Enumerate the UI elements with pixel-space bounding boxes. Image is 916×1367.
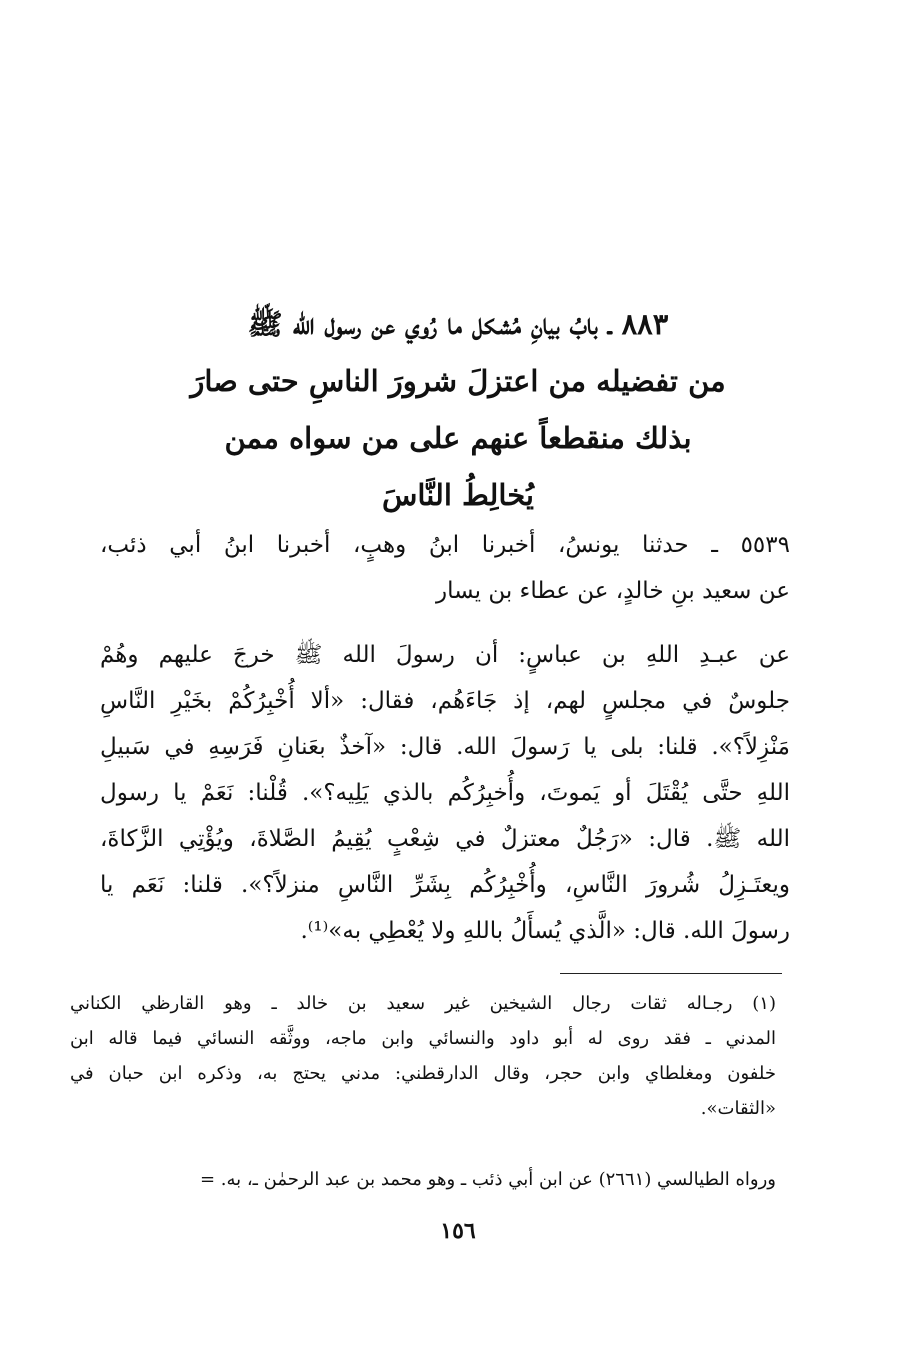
text-line: الله ﷺ. قال: «رَجُلٌ معتزلٌ في شِعْبٍ يُقِيمُ الصَّلاةَ، ويُؤْتِي الزَّكاةَ، — [100, 826, 790, 852]
footnote-separator — [560, 973, 782, 974]
footnote-line: (١) رجـاله ثقات رجال الشيخين غير سعيد بن خالد ـ وهو القارظي الكناني — [70, 993, 776, 1014]
page-number: ١٥٦ — [440, 1218, 476, 1244]
text-line: مَنْزِلاً؟». قلنا: بلى يا رَسولَ الله. قال: «آخذٌ بعَنانِ فَرَسِهِ في سَبيلِ — [100, 734, 790, 760]
footnote-line: المدني ـ فقد روى له أبو داود والنسائي وابن ماجه، ووثَّقه النسائي فيما قاله ابن — [70, 1028, 776, 1049]
chapter-heading — [120, 296, 796, 524]
text-line: ويعتَـزِلُ شُرورَ النَّاسِ، وأُخْبِرُكُم بِشَرِّ النَّاسِ منزلاً؟». قلنا: نَعَم يا — [100, 872, 790, 898]
text-line: اللهِ حتَّى يُقْتَلَ أو يَموتَ، وأُخبِرُكُم بالذي يَلِيه؟». قُلْنا: نَعَمْ يا رسول — [100, 780, 790, 806]
chapter-heading-line: ٨٨٣ ـ بابُ بيانِ مُشكل ما رُوي عن رسول الله ﷺ — [247, 307, 669, 341]
chapter-heading-line: بذلك منقطعاً عنهم على من سواه ممن — [224, 421, 692, 455]
footnote-line: «الثقات». — [700, 1098, 776, 1119]
footnote-line: ورواه الطيالسي (٢٦٦١) عن ابن أبي ذئب ـ وهو محمد بن عبد الرحمٰن ـ، به. = — [199, 1169, 776, 1190]
text-line: عن سعيد بنِ خالدٍ، عن عطاء بن يسار — [435, 578, 790, 604]
text-line: جلوسٌ في مجلسٍ لهم، إذ جَاءَهُم، فقال: «ألا أُخْبِرُكُمْ بخَيْرِ النَّاسِ — [100, 688, 790, 714]
text-line: رسولَ الله. قال: «الَّذي يُسأَلُ باللهِ ولا يُعْطِي به»⁽¹⁾. — [300, 918, 790, 944]
chapter-heading-line: يُخالِطُ النَّاسَ — [382, 478, 534, 512]
isnad-paragraph — [100, 522, 790, 614]
footnote-continuation — [70, 1162, 776, 1197]
footnote — [70, 986, 776, 1126]
hadith-paragraph — [100, 632, 790, 954]
footnote-line: خلفون ومغلطاي وابن حجر، وقال الدارقطني: مدني يحتج به، وذكره ابن حبان في — [70, 1063, 776, 1084]
chapter-heading-line: من تفضيله من اعتزلَ شرورَ الناسِ حتى صارَ — [190, 364, 726, 398]
text-line: عن عبـدِ اللهِ بن عباسٍ: أن رسولَ الله ﷺ خرجَ عليهم وهُمْ — [100, 642, 790, 668]
text-line: ٥٥٣٩ ـ حدثنا يونسُ، أخبرنا ابنُ وهبٍ، أخبرنا ابنُ أبي ذئب، — [100, 532, 790, 558]
